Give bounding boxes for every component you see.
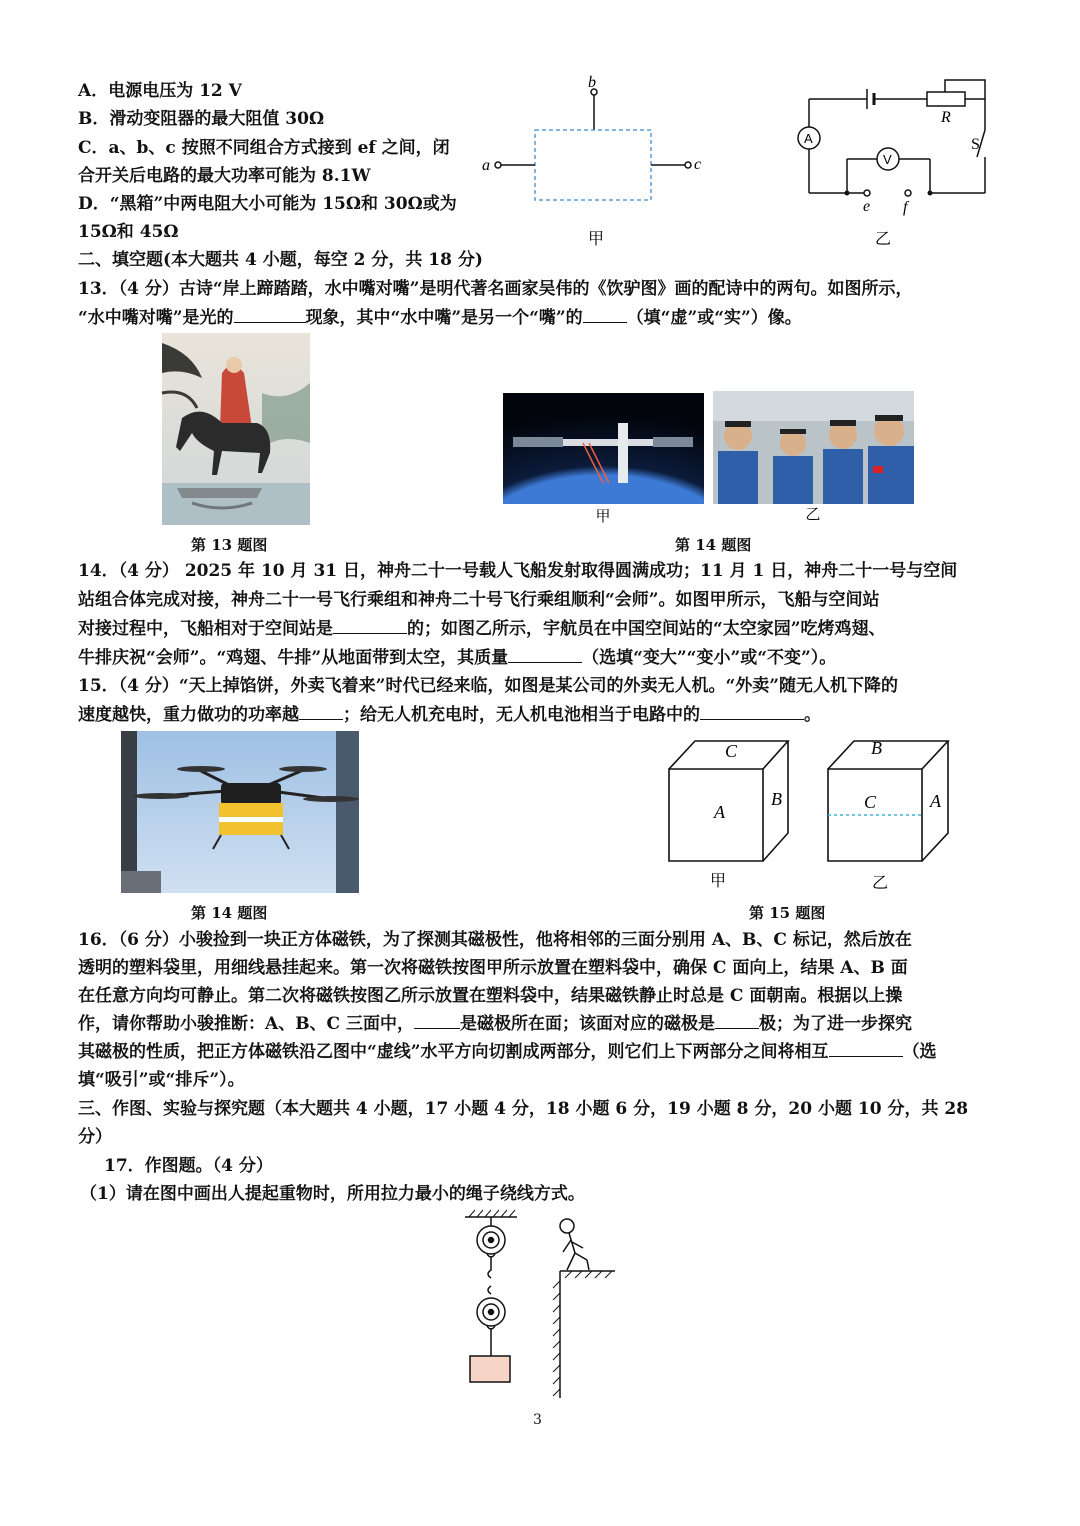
page-number: 3: [533, 1412, 542, 1428]
black-box: [535, 130, 651, 200]
cube-yi-side-label: A: [930, 791, 941, 811]
black-box-diagram: [478, 70, 708, 255]
q17-part1: （1）请在图中画出人提起重物时，所用拉力最小的绳子绕线方式。: [80, 1184, 585, 1204]
q16-text-b: 是磁极所在面；该面对应的磁极是: [460, 1014, 716, 1034]
q14-line2: 站组合体完成对接，神舟二十一号飞行乘组和神舟二十号飞行乘组顺利“会师”。如图甲所示，飞船与空间站: [78, 590, 880, 610]
q14-text-a: 对接过程中，飞船相对于空间站是: [78, 619, 333, 639]
terminal-b-label: b: [588, 74, 596, 91]
pulley-system-diagram: [455, 1208, 625, 1400]
option-c-line1: C．a、b、c 按照不同组合方式接到 ef 之间，闭: [78, 138, 450, 158]
cube-yi-top-label: B: [871, 738, 882, 758]
q17-title: 17．作图题。（4 分）: [104, 1156, 273, 1176]
switch-label: S: [971, 136, 980, 153]
cube-jia-top-label: C: [725, 741, 738, 761]
answer-blank[interactable]: [715, 1014, 759, 1029]
q16-text-e: （选: [902, 1042, 937, 1062]
q14-text-b: 的；如图乙所示，宇航员在中国空间站的“太空家园”吃烤鸡翅、: [407, 619, 886, 639]
option-b: B．滑动变阻器的最大阻值 30Ω: [78, 109, 325, 129]
delivery-drone-image: [121, 731, 359, 893]
voltmeter-label: V: [883, 152, 892, 167]
fig14-jia-label: 甲: [595, 507, 611, 525]
astronauts-celebration-image: [713, 391, 914, 523]
rheostat-label: R: [941, 109, 951, 126]
answer-blank[interactable]: [299, 705, 343, 720]
q13-line1: 13．（4 分）古诗“岸上蹄踏踏，水中嘴对嘴”是明代著名画家吴伟的《饮驴图》画的配诗中的两句。如图所示，: [78, 279, 913, 299]
q15-text-a: 速度越快，重力做功的功率越: [78, 705, 299, 725]
answer-blank[interactable]: [508, 648, 582, 663]
section3-heading-line2: 分）: [78, 1127, 112, 1147]
option-d-line1: D．“黑箱”中两电阻大小可能为 15Ω和 30Ω或为: [78, 194, 457, 214]
q16-text-a: 作，请你帮助小骏推断：A、B、C 三面中，: [78, 1014, 415, 1034]
q16-line1: 16．（6 分）小骏捡到一块正方体磁铁，为了探测其磁极性，他将相邻的三面分别用 A、B、C 标记，然后放在: [78, 930, 912, 950]
answer-blank[interactable]: [333, 619, 407, 634]
rheostat: [927, 92, 965, 106]
cube-jia-caption: 甲: [710, 871, 727, 890]
q15-line2: [78, 704, 821, 726]
cube-yi-caption: 乙: [872, 873, 889, 892]
section3-heading-line1: 三、作图、实验与探究题（本大题共 4 小题，17 小题 4 分，18 小题 6 分，19 小题 8 分，20 小题 10 分，共 28: [78, 1099, 969, 1119]
donkey-painting-image: [162, 333, 310, 525]
option-d-line2: 15Ω和 45Ω: [78, 222, 179, 242]
q13-text-c: （填“虚”或“实”）像。: [626, 308, 802, 328]
q16-line5: [78, 1041, 937, 1063]
q16-line3: 在任意方向均可静止。第二次将磁铁按图乙所示放置在塑料袋中，结果磁铁静止时总是 C 面朝南。根据以上操: [78, 986, 903, 1006]
q16-line2: 透明的塑料袋里，用细线悬挂起来。第一次将磁铁按图甲所示放置在塑料袋中，确保 C 面向上，结果 A、B 面: [78, 958, 908, 978]
person-figure: [560, 1219, 589, 1270]
fig13-caption: 第 13 题图: [191, 536, 268, 554]
drone-caption: 第 14 题图: [191, 904, 268, 922]
terminal-e-label: e: [863, 198, 871, 215]
q16-text-c: 极；为了进一步探究: [759, 1014, 913, 1034]
q13-line2: [78, 307, 802, 329]
ammeter-label: A: [804, 131, 813, 146]
answer-blank[interactable]: [700, 705, 804, 720]
terminal-f-label: f: [903, 199, 908, 216]
q13-text-a: “水中嘴对嘴”是光的: [78, 308, 234, 328]
terminal-a-label: a: [482, 157, 490, 174]
q15-text-c: 。: [804, 705, 821, 725]
fig-jia-caption: 甲: [588, 229, 605, 248]
terminal-c-label: c: [694, 156, 702, 173]
fig14-yi-label: 乙: [805, 505, 821, 523]
q14-text-c: 牛排庆祝“会师”。“鸡翅、牛排”从地面带到太空，其质量: [78, 648, 509, 668]
magnet-cube-diagram: [662, 733, 962, 893]
fig15-caption: 第 15 题图: [749, 904, 826, 922]
fig-yi-caption: 乙: [875, 229, 892, 248]
circuit-diagram: [795, 75, 1005, 250]
answer-blank[interactable]: [414, 1014, 460, 1029]
q14-text-d: （选填“变大”“变小”或“不变”）。: [582, 648, 837, 668]
option-c-line2: 合开关后电路的最大功率可能为 8.1W: [78, 166, 371, 186]
q16-line4: [78, 1013, 912, 1035]
q14-line1: 14．（4 分） 2025 年 10 月 31 日，神舟二十一号载人飞船发射取得圆满成功；11 月 1 日，神舟二十一号与空间: [78, 561, 958, 581]
q14-line4: [78, 647, 836, 669]
section2-heading: 二、填空题(本大题共 4 小题，每空 2 分，共 18 分): [78, 250, 483, 270]
cube-jia-side-label: B: [771, 789, 782, 809]
q16-text-d: 其磁极的性质，把正方体磁铁沿乙图中“虚线”水平方向切割成两部分，则它们上下两部分之间将相互: [78, 1042, 829, 1062]
q13-text-b: 现象，其中“水中嘴”是另一个“嘴”的: [305, 308, 583, 328]
q15-line1: 15．（4 分）“天上掉馅饼，外卖飞着来”时代已经来临，如图是某公司的外卖无人机。“外卖”随无人机下降的: [78, 676, 899, 696]
cube-jia-front-label: A: [714, 802, 725, 822]
q16-line6: 填“吸引”或“排斥”）。: [78, 1070, 245, 1090]
q14-line3: [78, 618, 886, 640]
fig14-caption: 第 14 题图: [675, 536, 752, 554]
answer-blank[interactable]: [829, 1042, 903, 1057]
space-station-docking-image: [503, 393, 704, 525]
answer-blank[interactable]: [583, 308, 627, 323]
heavy-object: [470, 1356, 510, 1382]
q15-text-b: ；给无人机充电时，无人机电池相当于电路中的: [343, 705, 700, 725]
answer-blank[interactable]: [234, 308, 306, 323]
cube-yi-front-label: C: [864, 792, 877, 812]
option-a: A．电源电压为 12 V: [78, 81, 242, 101]
